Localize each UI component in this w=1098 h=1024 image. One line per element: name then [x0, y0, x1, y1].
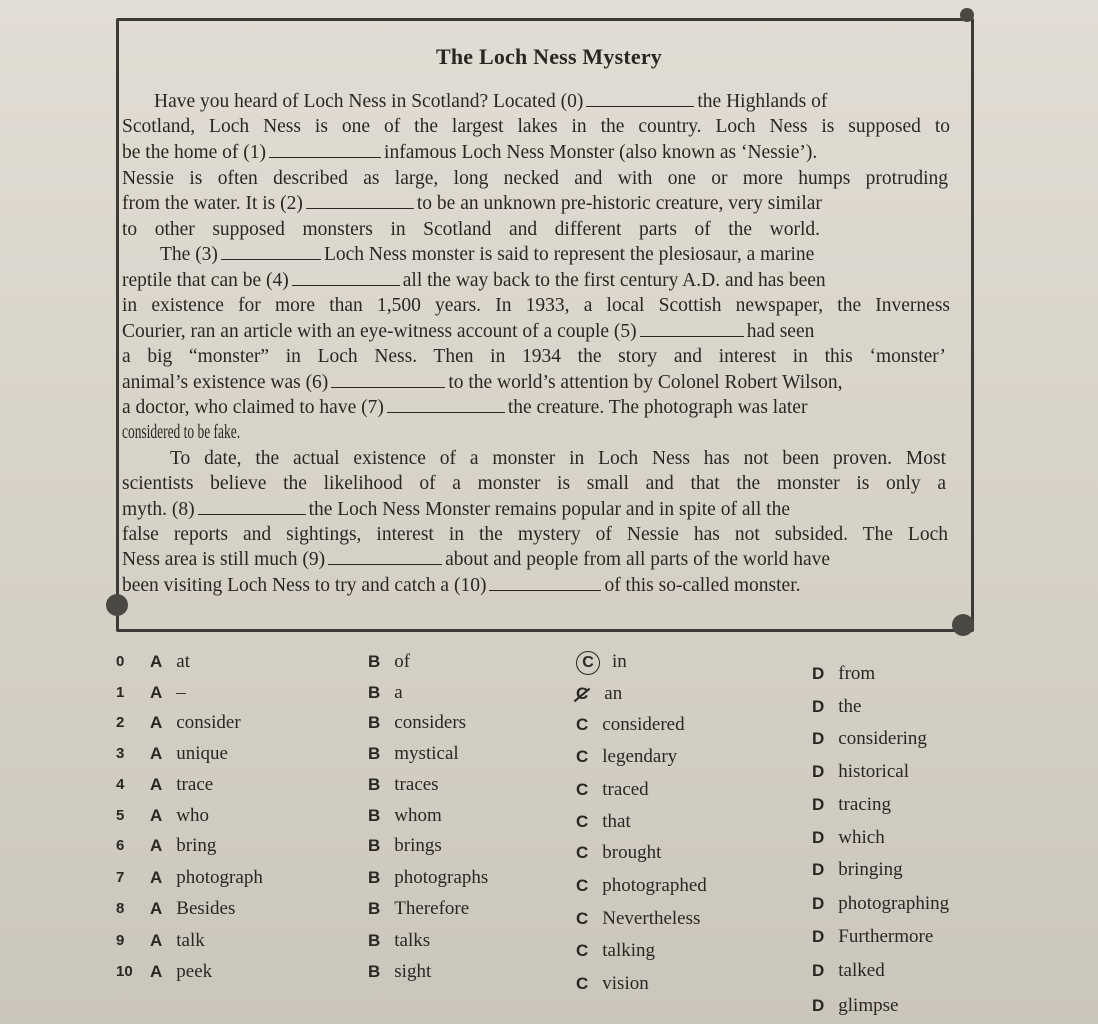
option-d[interactable]	[812, 826, 885, 850]
question-number: 8	[116, 900, 125, 917]
option-text: –	[176, 681, 186, 703]
option-text: tracing	[838, 794, 892, 815]
option-b[interactable]	[368, 681, 403, 705]
option-text: the	[838, 695, 862, 717]
option-c[interactable]	[576, 778, 649, 802]
question-number: 3	[116, 744, 125, 762]
option-letter-struck: C	[576, 682, 588, 706]
option-d[interactable]	[812, 892, 949, 916]
option-c[interactable]	[576, 810, 631, 834]
option-c[interactable]	[576, 650, 627, 675]
option-letter: C	[576, 811, 589, 831]
option-letter: D	[812, 960, 825, 980]
option-text: from	[838, 663, 876, 684]
option-letter: C	[576, 941, 589, 961]
option-letter: B	[368, 805, 381, 825]
option-text: traced	[602, 778, 649, 800]
option-a[interactable]	[150, 897, 235, 921]
option-letter: C	[576, 908, 589, 928]
option-text: photograph	[176, 866, 263, 888]
option-letter: C	[576, 974, 589, 993]
option-letter: D	[812, 893, 825, 913]
passage-text-segment: a doctor, who claimed to have (7)	[122, 397, 384, 418]
option-text: bring	[176, 835, 217, 856]
option-text: historical	[838, 760, 909, 782]
option-letter: D	[812, 729, 825, 748]
option-letter: D	[812, 827, 825, 847]
option-text: an	[604, 682, 623, 704]
option-text: that	[602, 810, 631, 832]
option-letter: D	[812, 927, 825, 946]
option-letter: D	[812, 795, 825, 814]
passage-text-segment: to be an unknown pre-historic creature, very similar	[416, 193, 822, 214]
option-letter: A	[150, 713, 163, 732]
passage-text-segment: to the world’s attention by Colonel Robert Wilson,	[448, 372, 843, 393]
passage-text-segment: To date, the actual existence of a monster in Loch Ness has not been proven. Most	[170, 448, 946, 469]
option-text: which	[838, 826, 885, 848]
option-a[interactable]	[150, 929, 205, 953]
option-letter: C	[576, 747, 589, 767]
question-number: 0	[116, 653, 125, 670]
option-text: sight	[394, 961, 432, 982]
option-text: photographs	[394, 866, 489, 888]
option-d[interactable]	[812, 662, 875, 686]
option-letter: B	[368, 899, 381, 918]
passage-title: The Loch Ness Mystery	[435, 44, 662, 69]
option-text: considering	[838, 728, 927, 749]
passage-text-segment: all the way back to the first century A.D. and has been	[402, 270, 826, 291]
option-text: peek	[176, 961, 213, 982]
option-letter: C	[576, 843, 589, 863]
option-text: unique	[176, 742, 228, 764]
option-letter: A	[150, 743, 163, 763]
option-b[interactable]	[368, 711, 466, 735]
option-letter: A	[150, 930, 163, 950]
option-b[interactable]	[368, 773, 439, 797]
option-letter: B	[368, 836, 381, 855]
option-c[interactable]	[576, 682, 622, 706]
passage-text-segment: Scotland, Loch Ness is one of the largest lakes in the country. Loch Ness is supposed to	[122, 116, 950, 137]
option-d[interactable]	[812, 760, 909, 784]
option-text: considered	[602, 714, 685, 736]
passage-text-segment: to other supposed monsters in Scotland and different parts of the world.	[122, 219, 820, 240]
option-b[interactable]	[368, 834, 442, 858]
option-text: whom	[394, 804, 442, 826]
passage-text-segment: in existence for more than 1,500 years. In 1933, a local Scottish newspaper, the Inverness	[122, 295, 950, 316]
option-letter: B	[368, 775, 381, 794]
option-text: Besides	[176, 898, 236, 919]
option-text: talk	[176, 929, 205, 951]
option-a[interactable]	[150, 773, 213, 797]
option-c[interactable]	[576, 907, 700, 931]
option-letter: D	[812, 664, 825, 683]
option-letter: B	[368, 682, 381, 702]
option-text: brings	[394, 835, 442, 856]
passage-text-segment: false reports and sightings, interest in the mystery of Nessie has not subsided. The Loch	[122, 524, 948, 545]
option-b[interactable]	[368, 929, 430, 953]
passage-text-segment: Nessie is often described as large, long necked and with one or more humps protruding	[122, 168, 948, 189]
question-number: 5	[116, 806, 125, 824]
option-letter: B	[368, 713, 381, 732]
option-letter: B	[368, 652, 381, 671]
option-d[interactable]	[812, 925, 933, 949]
passage-text-segment: Courier, ran an article with an eye-witness account of a couple (5)	[122, 321, 637, 342]
option-c[interactable]	[576, 939, 655, 963]
passage-text-segment: Loch Ness monster is said to represent the plesiosaur, a marine	[323, 244, 815, 265]
option-letter: D	[812, 761, 825, 781]
option-text: brought	[602, 842, 662, 864]
option-a[interactable]	[150, 960, 212, 984]
option-letter: A	[150, 836, 163, 855]
option-b[interactable]	[368, 960, 431, 984]
passage-text-segment: animal’s existence was (6)	[122, 372, 329, 393]
option-text: talked	[838, 959, 885, 981]
option-text: traces	[394, 774, 439, 795]
option-b[interactable]	[368, 742, 459, 766]
option-text: mystical	[394, 742, 459, 764]
option-text: consider	[176, 712, 241, 733]
option-letter: A	[150, 652, 163, 671]
option-letter: A	[150, 899, 163, 918]
option-a[interactable]	[150, 711, 241, 735]
passage-text-segment: The (3)	[160, 244, 218, 265]
passage-text-segment: the creature. The photograph was later	[507, 397, 808, 418]
option-text: photographing	[838, 892, 950, 914]
option-letter: A	[150, 867, 163, 887]
option-letter: D	[812, 860, 825, 879]
passage-text-segment: scientists believe the likelihood of a monster is small and that the monster is only a	[122, 473, 946, 494]
passage-text-segment: a big “monster” in Loch Ness. Then in 1934 the story and interest in this ‘monster’	[122, 346, 946, 367]
option-letter: B	[368, 867, 381, 887]
option-d[interactable]	[812, 793, 891, 817]
option-text: legendary	[602, 746, 678, 768]
passage-text-segment: been visiting Loch Ness to try and catch a (10)	[122, 575, 487, 596]
option-b[interactable]	[368, 897, 469, 921]
option-text: at	[176, 651, 190, 672]
passage-text-segment: Have you heard of Loch Ness in Scotland? Located (0)	[154, 91, 584, 112]
question-number: 2	[116, 714, 125, 731]
option-text: of	[394, 651, 411, 672]
option-letter: B	[368, 930, 381, 950]
option-d[interactable]	[812, 858, 903, 882]
passage-text-segment: myth. (8)	[122, 499, 195, 520]
option-text: Furthermore	[838, 926, 934, 947]
option-b[interactable]	[368, 866, 488, 890]
option-text: Therefore	[394, 898, 470, 919]
passage-text-segment: from the water. It is (2)	[122, 193, 303, 214]
selected-answer-circle: C	[576, 651, 600, 675]
question-number: 6	[116, 837, 125, 854]
option-a[interactable]	[150, 650, 190, 674]
passage-text-segment: reptile that can be (4)	[122, 270, 289, 291]
option-text: who	[176, 804, 210, 826]
option-letter: A	[150, 962, 163, 981]
option-d[interactable]	[812, 959, 885, 983]
question-number: 10	[116, 963, 133, 980]
option-c[interactable]	[576, 745, 677, 769]
passage-text-segment: the Loch Ness Monster remains popular and in spite of all the	[308, 499, 791, 520]
option-text: Nevertheless	[602, 907, 701, 929]
passage-text-segment: had seen	[746, 321, 815, 342]
option-text: talks	[394, 929, 431, 951]
question-number: 7	[116, 868, 125, 886]
option-c[interactable]	[576, 841, 661, 865]
passage-text-segment: infamous Loch Ness Monster (also known as ‘Nessie’).	[384, 142, 818, 163]
option-letter: C	[576, 715, 589, 735]
option-letter: A	[150, 682, 163, 702]
passage-text-segment: of this so-called monster.	[604, 575, 801, 596]
option-letter: A	[150, 805, 163, 825]
question-number: 1	[116, 683, 125, 701]
option-text: a	[394, 681, 403, 703]
option-letter: C	[576, 875, 589, 895]
option-a[interactable]	[150, 866, 263, 890]
question-number: 9	[116, 931, 125, 949]
option-text: considers	[394, 712, 467, 733]
option-b[interactable]	[368, 650, 410, 674]
question-number: 4	[116, 776, 125, 793]
option-text: in	[612, 651, 627, 672]
passage-text-segment: be the home of (1)	[122, 142, 267, 163]
option-d[interactable]	[812, 727, 927, 751]
option-letter: D	[812, 996, 825, 1015]
option-a[interactable]	[150, 681, 186, 705]
passage-text-segment: the Highlands of	[697, 91, 828, 112]
option-text: trace	[176, 774, 214, 795]
option-letter: D	[812, 696, 825, 716]
option-d[interactable]	[812, 994, 898, 1018]
option-c[interactable]	[576, 972, 649, 996]
option-c[interactable]	[576, 874, 707, 898]
passage-text-segment: about and people from all parts of the world have	[445, 549, 831, 570]
option-text: talking	[602, 940, 656, 962]
option-a[interactable]	[150, 834, 216, 858]
option-a[interactable]	[150, 804, 209, 828]
option-letter: A	[150, 775, 163, 794]
option-b[interactable]	[368, 804, 442, 828]
passage-text-segment: considered to be fake.	[122, 422, 241, 443]
option-c[interactable]	[576, 713, 685, 737]
passage-text-segment: Ness area is still much (9)	[122, 549, 326, 570]
option-text: photographed	[602, 874, 707, 896]
option-text: bringing	[838, 859, 903, 880]
option-letter: B	[368, 743, 381, 763]
option-text: glimpse	[838, 995, 899, 1016]
option-text: vision	[602, 973, 649, 994]
option-a[interactable]	[150, 742, 228, 766]
option-letter: C	[576, 779, 589, 799]
option-d[interactable]	[812, 695, 862, 719]
option-letter: B	[368, 962, 381, 981]
